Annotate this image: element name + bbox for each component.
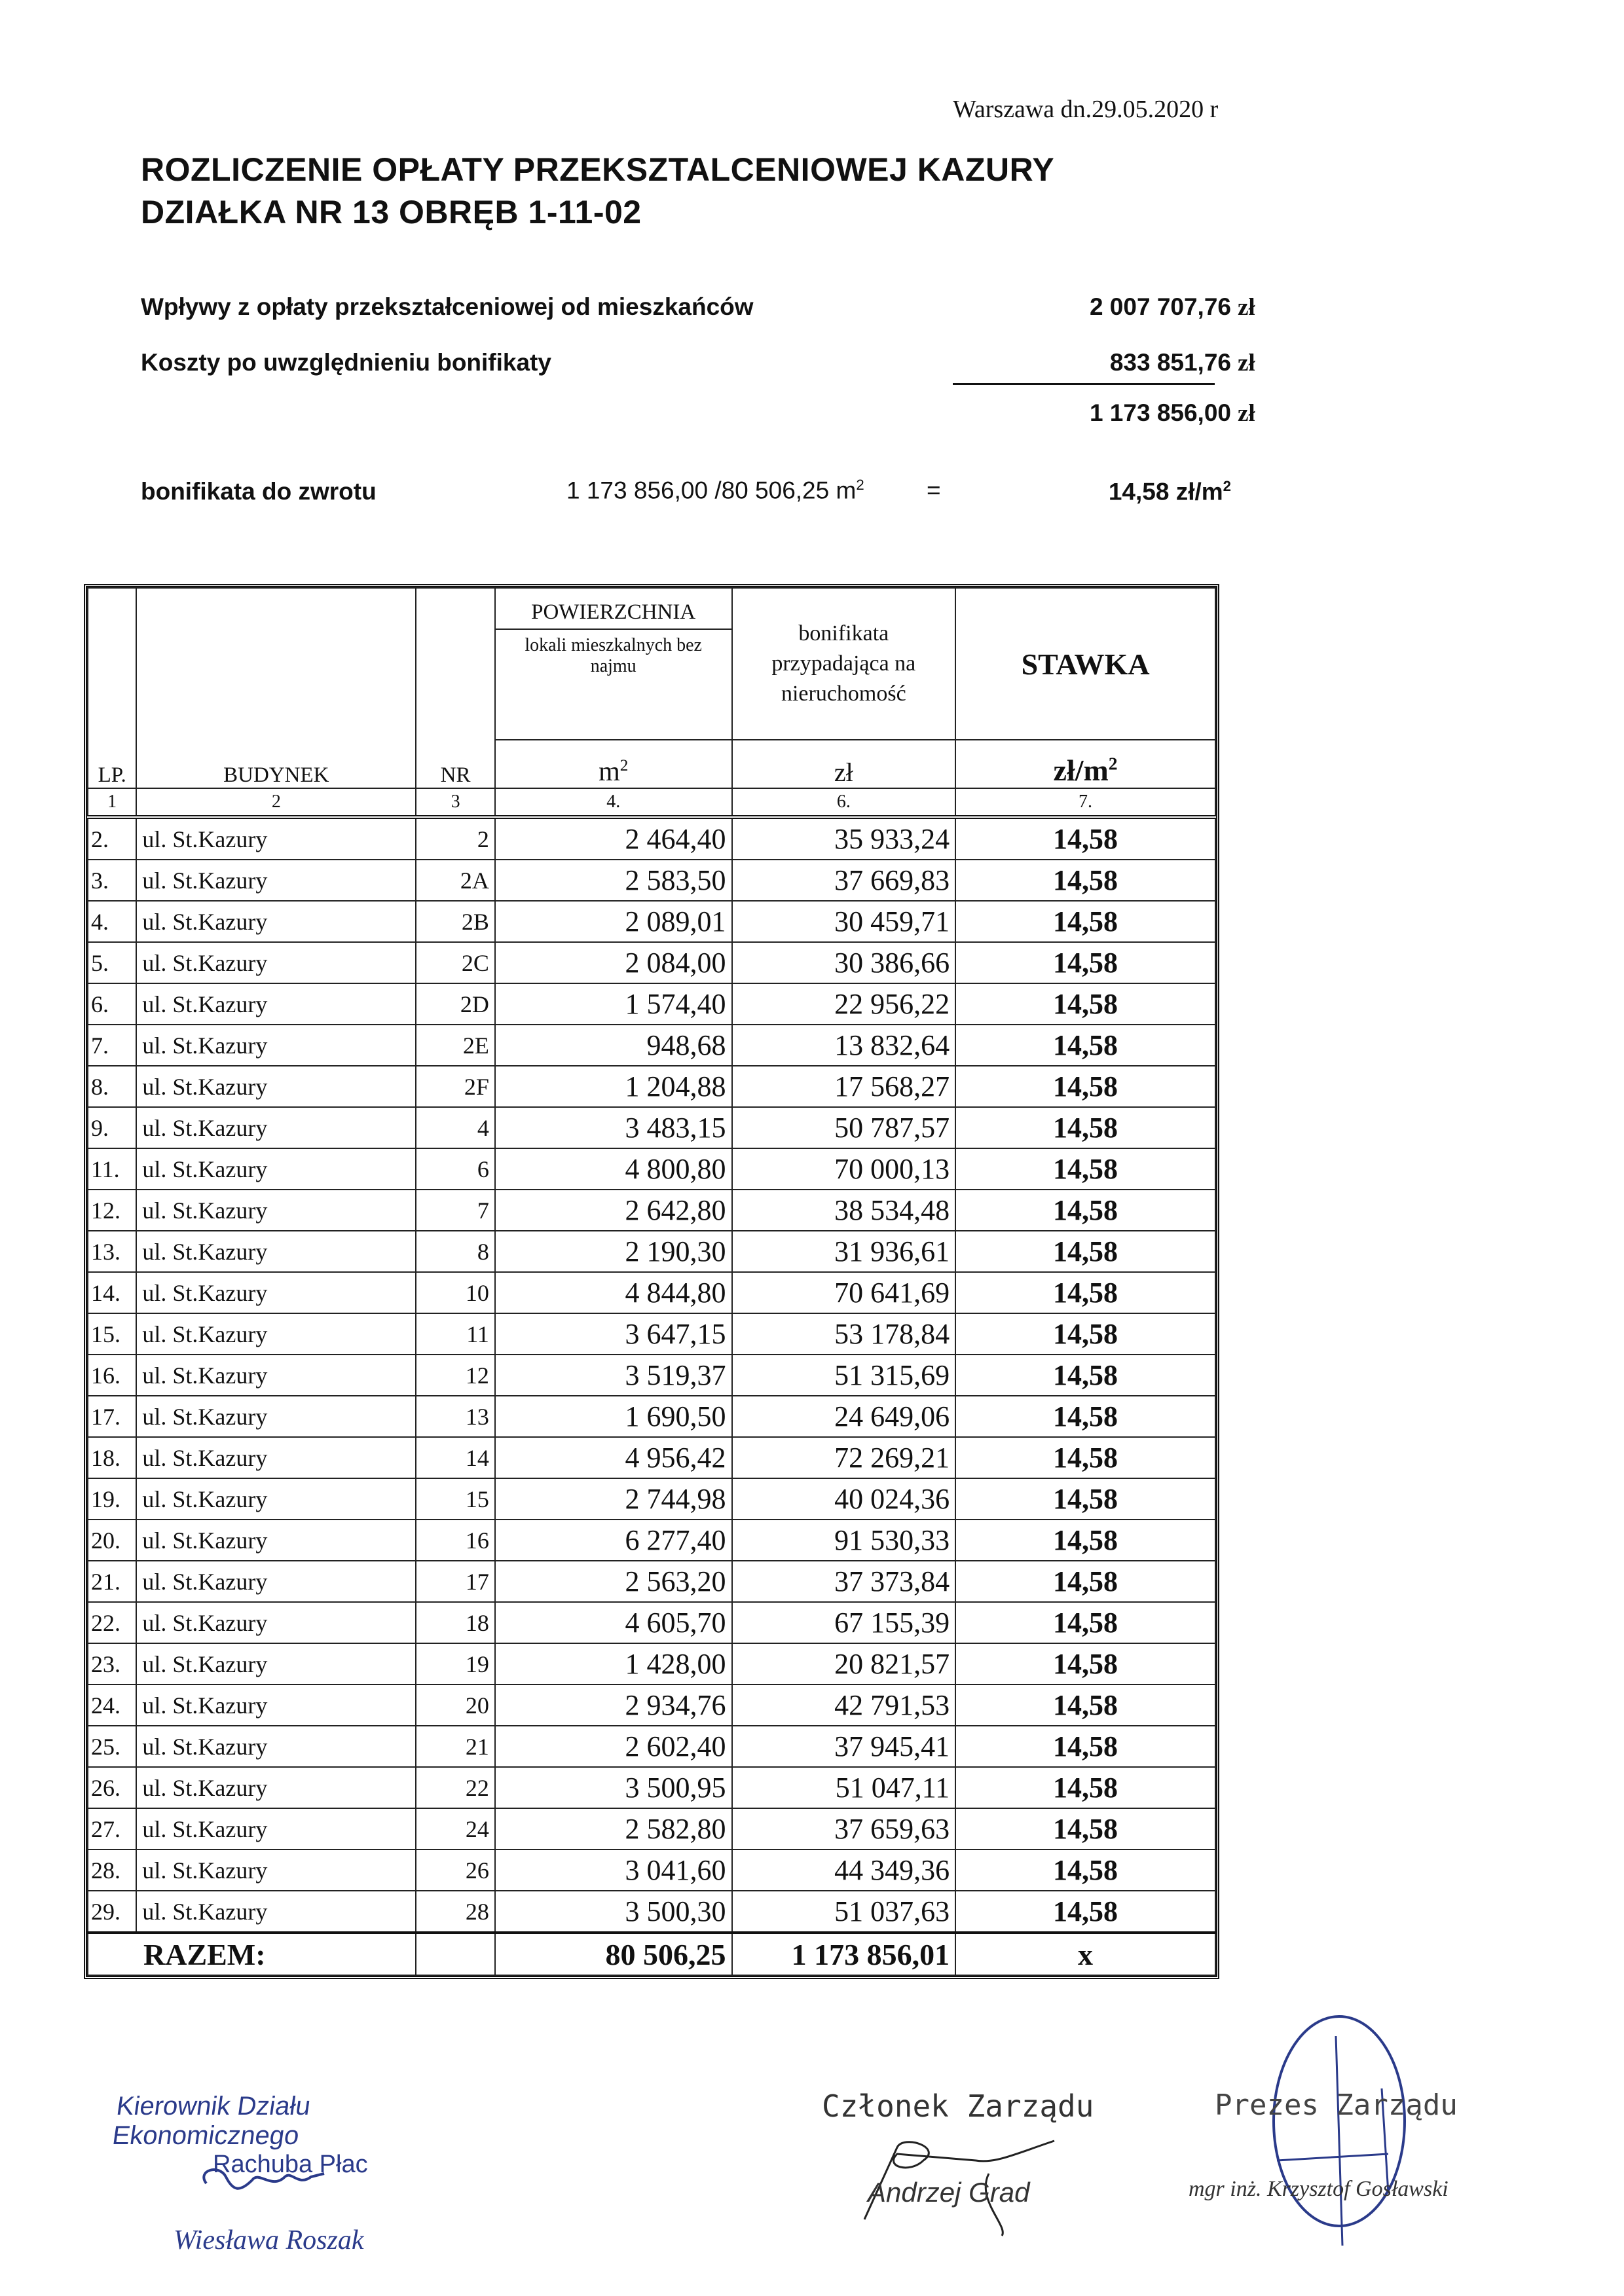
row-building: ul. St.Kazury: [136, 1850, 416, 1891]
bonus-calculation: 1 173 856,00 /80 506,25 $m^2$: [566, 477, 864, 504]
row-bonus: 42 791,53: [732, 1685, 956, 1726]
row-rate: 14,58: [955, 1561, 1215, 1602]
row-nr: 17: [416, 1561, 495, 1602]
row-lp: 7.: [88, 1025, 136, 1066]
table-row: [88, 1767, 1215, 1808]
row-area: 4 956,42: [495, 1437, 732, 1478]
row-lp: 22.: [88, 1602, 136, 1643]
row-lp: 5.: [88, 942, 136, 983]
table-row: [88, 1726, 1215, 1767]
row-nr: 18: [416, 1602, 495, 1643]
row-rate: 14,58: [955, 817, 1215, 860]
row-bonus: 30 386,66: [732, 942, 956, 983]
row-building: ul. St.Kazury: [136, 1107, 416, 1148]
row-lp: 3.: [88, 860, 136, 901]
total-empty: [416, 1933, 495, 1975]
row-rate: 14,58: [955, 1602, 1215, 1643]
area-subtitle: lokali mieszkalnych bez najmu: [525, 635, 702, 676]
row-area: 1 428,00: [495, 1643, 732, 1685]
table-row: [88, 1107, 1215, 1148]
row-building: ul. St.Kazury: [136, 860, 416, 901]
table-row: [88, 1561, 1215, 1602]
costs-label: Koszty po uwzględnieniu bonifikaty: [141, 349, 551, 376]
row-lp: 4.: [88, 901, 136, 942]
row-building: ul. St.Kazury: [136, 1726, 416, 1767]
president-name: mgr inż. Krzysztof Gosławski: [1189, 2177, 1449, 2201]
row-building: ul. St.Kazury: [136, 1478, 416, 1520]
table-row: [88, 1850, 1215, 1891]
row-nr: 8: [416, 1231, 495, 1272]
table-row: [88, 1520, 1215, 1561]
row-rate: 14,58: [955, 1355, 1215, 1396]
row-nr: 26: [416, 1850, 495, 1891]
row-building: ul. St.Kazury: [136, 1313, 416, 1355]
row-building: ul. St.Kazury: [136, 1396, 416, 1437]
row-lp: 28.: [88, 1850, 136, 1891]
table-row: [88, 901, 1215, 942]
row-building: ul. St.Kazury: [136, 1025, 416, 1066]
row-nr: 2A: [416, 860, 495, 901]
row-nr: 2: [416, 817, 495, 860]
row-area: 4 800,80: [495, 1148, 732, 1190]
row-lp: 15.: [88, 1313, 136, 1355]
row-bonus: 22 956,22: [732, 983, 956, 1025]
row-area: 3 041,60: [495, 1850, 732, 1891]
row-nr: 21: [416, 1726, 495, 1767]
row-nr: 2F: [416, 1066, 495, 1107]
row-lp: 23.: [88, 1643, 136, 1685]
sum-underline: [953, 383, 1215, 385]
row-bonus: 20 821,57: [732, 1643, 956, 1685]
row-area: 2 583,50: [495, 860, 732, 901]
total-label: RAZEM:: [88, 1933, 416, 1975]
table-row: [88, 1685, 1215, 1726]
row-rate: 14,58: [955, 1231, 1215, 1272]
row-rate: 14,58: [955, 1437, 1215, 1478]
row-area: 3 519,37: [495, 1355, 732, 1396]
row-building: ul. St.Kazury: [136, 942, 416, 983]
row-lp: 20.: [88, 1520, 136, 1561]
signature-economic-dept: [110, 2092, 481, 2255]
row-rate: 14,58: [955, 1190, 1215, 1231]
row-bonus: 17 568,27: [732, 1066, 956, 1107]
row-rate: 14,58: [955, 1313, 1215, 1355]
row-bonus: 24 649,06: [732, 1396, 956, 1437]
row-area: 2 464,40: [495, 817, 732, 860]
row-area: 2 744,98: [495, 1478, 732, 1520]
row-building: ul. St.Kazury: [136, 1767, 416, 1808]
row-lp: 6.: [88, 983, 136, 1025]
handwritten-signature-roszak: [193, 2157, 363, 2203]
row-rate: 14,58: [955, 1850, 1215, 1891]
row-lp: 25.: [88, 1726, 136, 1767]
table-row: [88, 942, 1215, 983]
row-lp: 18.: [88, 1437, 136, 1478]
bonus-unit: zł: [732, 740, 956, 788]
table-row: [88, 1602, 1215, 1643]
row-bonus: 70 641,69: [732, 1272, 956, 1313]
row-nr: 2D: [416, 983, 495, 1025]
row-area: 1 690,50: [495, 1396, 732, 1437]
row-rate: 14,58: [955, 1107, 1215, 1148]
row-nr: 28: [416, 1891, 495, 1933]
row-lp: 9.: [88, 1107, 136, 1148]
row-area: 2 602,40: [495, 1726, 732, 1767]
row-rate: 14,58: [955, 1808, 1215, 1850]
president-title: Prezes Zarządu: [1215, 2088, 1458, 2122]
row-lp: 11.: [88, 1148, 136, 1190]
board-member-title: Członek Zarządu: [822, 2088, 1094, 2124]
row-bonus: 30 459,71: [732, 901, 956, 942]
row-rate: 14,58: [955, 983, 1215, 1025]
row-area: 1 204,88: [495, 1066, 732, 1107]
table-row: [88, 1891, 1215, 1933]
table-row: [88, 1313, 1215, 1355]
row-lp: 12.: [88, 1190, 136, 1231]
table-row: [88, 1437, 1215, 1478]
row-lp: 2.: [88, 817, 136, 860]
board-member-name: Andrzej Grad: [868, 2177, 1030, 2208]
row-lp: 13.: [88, 1231, 136, 1272]
row-nr: 15: [416, 1478, 495, 1520]
row-nr: 13: [416, 1396, 495, 1437]
costs-currency: zł: [1238, 350, 1255, 376]
row-building: ul. St.Kazury: [136, 1685, 416, 1726]
row-area: 948,68: [495, 1025, 732, 1066]
table-row: [88, 1808, 1215, 1850]
col-header-nr: NR: [416, 588, 495, 788]
row-bonus: 53 178,84: [732, 1313, 956, 1355]
table-row: [88, 1231, 1215, 1272]
row-bonus: 44 349,36: [732, 1850, 956, 1891]
row-nr: 22: [416, 1767, 495, 1808]
col-number: 6.: [732, 788, 956, 817]
row-area: 3 647,15: [495, 1313, 732, 1355]
table-row: [88, 983, 1215, 1025]
row-rate: 14,58: [955, 1643, 1215, 1685]
row-lp: 19.: [88, 1478, 136, 1520]
row-building: ul. St.Kazury: [136, 1643, 416, 1685]
row-building: ul. St.Kazury: [136, 1355, 416, 1396]
document-title: ROZLICZENIE OPŁATY PRZEKSZTALCENIOWEJ KAZURY: [141, 151, 1055, 188]
row-area: 2 084,00: [495, 942, 732, 983]
row-nr: 11: [416, 1313, 495, 1355]
row-lp: 24.: [88, 1685, 136, 1726]
rate-unit: $zł/m^2$: [955, 740, 1215, 788]
row-rate: 14,58: [955, 1520, 1215, 1561]
col-number: 4.: [495, 788, 732, 817]
row-nr: 2E: [416, 1025, 495, 1066]
table-row: [88, 1272, 1215, 1313]
row-building: ul. St.Kazury: [136, 1437, 416, 1478]
table-row: [88, 817, 1215, 860]
row-area: 3 500,30: [495, 1891, 732, 1933]
signature-stamp-line1: Kierownik Działu Ekonomicznego: [110, 2092, 312, 2150]
row-area: 6 277,40: [495, 1520, 732, 1561]
table-row: [88, 1355, 1215, 1396]
row-building: ul. St.Kazury: [136, 1272, 416, 1313]
row-nr: 2B: [416, 901, 495, 942]
bonus-rate: 14,58 $zł/m^2$: [1108, 478, 1231, 505]
table-row: [88, 860, 1215, 901]
row-building: ul. St.Kazury: [136, 1148, 416, 1190]
row-bonus: 13 832,64: [732, 1025, 956, 1066]
row-building: ul. St.Kazury: [136, 1231, 416, 1272]
bonus-label: bonifikata do zwrotu: [141, 478, 377, 505]
row-bonus: 40 024,36: [732, 1478, 956, 1520]
row-area: 1 574,40: [495, 983, 732, 1025]
row-rate: 14,58: [955, 1148, 1215, 1190]
income-label: Wpływy z opłaty przekształceniowej od mieszkańców: [141, 293, 754, 320]
row-bonus: 51 037,63: [732, 1891, 956, 1933]
area-unit: $m^2$: [495, 740, 732, 788]
row-nr: 24: [416, 1808, 495, 1850]
row-rate: 14,58: [955, 860, 1215, 901]
row-rate: 14,58: [955, 1478, 1215, 1520]
row-bonus: 51 315,69: [732, 1355, 956, 1396]
row-nr: 12: [416, 1355, 495, 1396]
signature-stamp-line2: Rachuba Płac: [213, 2151, 368, 2178]
col-number: 1: [88, 788, 136, 817]
row-area: 2 642,80: [495, 1190, 732, 1231]
difference-value: 1 173 856,00: [1089, 399, 1231, 426]
row-bonus: 37 945,41: [732, 1726, 956, 1767]
row-bonus: 37 373,84: [732, 1561, 956, 1602]
row-building: ul. St.Kazury: [136, 983, 416, 1025]
row-lp: 29.: [88, 1891, 136, 1933]
row-area: 2 089,01: [495, 901, 732, 942]
row-area: 2 563,20: [495, 1561, 732, 1602]
total-rate: x: [955, 1933, 1215, 1975]
row-rate: 14,58: [955, 1396, 1215, 1437]
row-bonus: 50 787,57: [732, 1107, 956, 1148]
row-rate: 14,58: [955, 1272, 1215, 1313]
row-rate: 14,58: [955, 1891, 1215, 1933]
row-rate: 14,58: [955, 901, 1215, 942]
income-value: 2 007 707,76: [1089, 293, 1231, 320]
document-subtitle: DZIAŁKA NR 13 OBRĘB 1-11-02: [141, 194, 642, 230]
row-lp: 27.: [88, 1808, 136, 1850]
row-bonus: 91 530,33: [732, 1520, 956, 1561]
bonus-equals: =: [927, 477, 941, 503]
row-rate: 14,58: [955, 1685, 1215, 1726]
row-lp: 26.: [88, 1767, 136, 1808]
row-nr: 14: [416, 1437, 495, 1478]
income-currency: zł: [1238, 294, 1255, 321]
place-date: Warszawa dn.29.05.2020 r: [953, 96, 1219, 123]
row-rate: 14,58: [955, 1767, 1215, 1808]
costs-value: 833 851,76: [1109, 349, 1231, 376]
col-number: 7.: [955, 788, 1215, 817]
table-row: [88, 1066, 1215, 1107]
table-row: [88, 1148, 1215, 1190]
col-header-rate: STAWKA: [955, 588, 1215, 740]
row-building: ul. St.Kazury: [136, 901, 416, 942]
row-bonus: 51 047,11: [732, 1767, 956, 1808]
row-bonus: 67 155,39: [732, 1602, 956, 1643]
row-nr: 20: [416, 1685, 495, 1726]
row-nr: 6: [416, 1148, 495, 1190]
row-area: 4 605,70: [495, 1602, 732, 1643]
difference-currency: zł: [1238, 400, 1255, 427]
signature-name: Wiesława Roszak: [174, 2225, 364, 2255]
row-bonus: 35 933,24: [732, 817, 956, 860]
total-area: 80 506,25: [495, 1933, 732, 1975]
row-area: 2 582,80: [495, 1808, 732, 1850]
row-building: ul. St.Kazury: [136, 1891, 416, 1933]
row-building: ul. St.Kazury: [136, 817, 416, 860]
area-title: POWIERZCHNIA: [496, 589, 731, 630]
col-header-bonus: bonifikata przypadająca na nieruchomość: [732, 588, 956, 740]
table-row: [88, 1478, 1215, 1520]
row-bonus: 72 269,21: [732, 1437, 956, 1478]
row-building: ul. St.Kazury: [136, 1520, 416, 1561]
total-bonus: 1 173 856,01: [732, 1933, 956, 1975]
row-bonus: 38 534,48: [732, 1190, 956, 1231]
table-row: [88, 1643, 1215, 1685]
row-area: 2 934,76: [495, 1685, 732, 1726]
row-building: ul. St.Kazury: [136, 1602, 416, 1643]
row-lp: 21.: [88, 1561, 136, 1602]
row-building: ul. St.Kazury: [136, 1808, 416, 1850]
row-nr: 2C: [416, 942, 495, 983]
handwritten-signature-goslawski: [1257, 1997, 1421, 2259]
total-row: [88, 1933, 1215, 1975]
row-building: ul. St.Kazury: [136, 1190, 416, 1231]
row-bonus: 37 659,63: [732, 1808, 956, 1850]
row-area: 2 190,30: [495, 1231, 732, 1272]
row-nr: 16: [416, 1520, 495, 1561]
row-bonus: 31 936,61: [732, 1231, 956, 1272]
row-bonus: 70 000,13: [732, 1148, 956, 1190]
row-building: ul. St.Kazury: [136, 1066, 416, 1107]
col-header-lp: LP.: [88, 588, 136, 788]
col-header-building: BUDYNEK: [136, 588, 416, 788]
settlement-table: [84, 584, 1219, 1979]
row-rate: 14,58: [955, 1726, 1215, 1767]
row-rate: 14,58: [955, 942, 1215, 983]
row-lp: 8.: [88, 1066, 136, 1107]
row-area: 4 844,80: [495, 1272, 732, 1313]
table-row: [88, 1190, 1215, 1231]
table-row: [88, 1396, 1215, 1437]
row-nr: 10: [416, 1272, 495, 1313]
row-nr: 7: [416, 1190, 495, 1231]
table-body: [88, 817, 1215, 1933]
row-rate: 14,58: [955, 1066, 1215, 1107]
col-number: 2: [136, 788, 416, 817]
row-area: 3 500,95: [495, 1767, 732, 1808]
row-rate: 14,58: [955, 1025, 1215, 1066]
row-lp: 17.: [88, 1396, 136, 1437]
col-header-area: [495, 588, 732, 740]
row-area: 3 483,15: [495, 1107, 732, 1148]
row-lp: 16.: [88, 1355, 136, 1396]
row-lp: 14.: [88, 1272, 136, 1313]
col-number: 3: [416, 788, 495, 817]
row-building: ul. St.Kazury: [136, 1561, 416, 1602]
table-row: [88, 1025, 1215, 1066]
row-nr: 19: [416, 1643, 495, 1685]
row-bonus: 37 669,83: [732, 860, 956, 901]
row-nr: 4: [416, 1107, 495, 1148]
